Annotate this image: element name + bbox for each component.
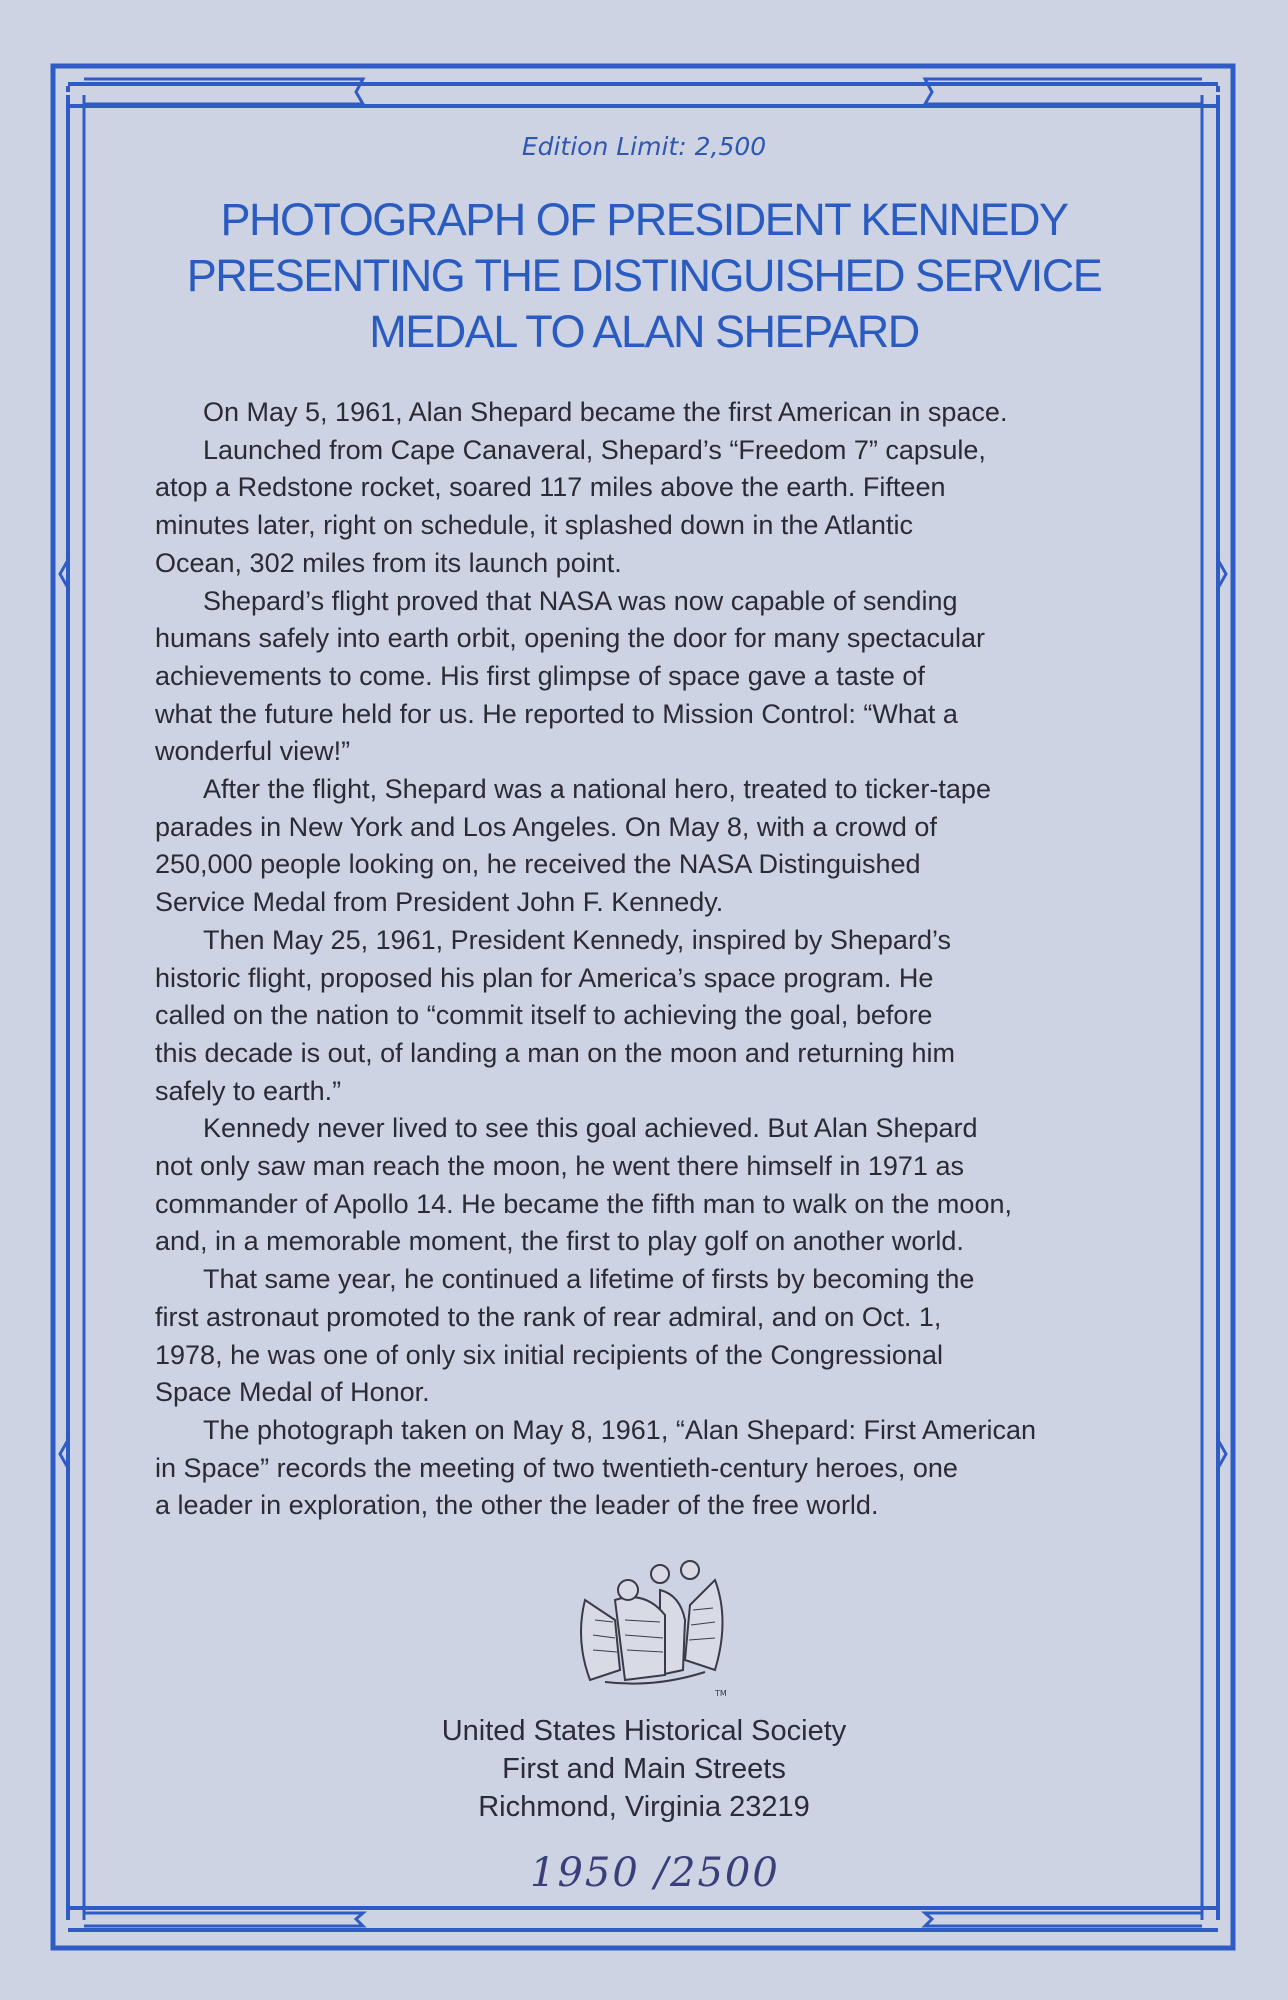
body-text bbox=[155, 394, 1155, 1525]
text-line: Shepard’s flight proved that NASA was now capable of sending bbox=[203, 585, 958, 616]
title-line: MEDAL TO ALAN SHEPARD bbox=[369, 306, 919, 357]
paragraph bbox=[155, 1110, 1155, 1261]
paragraph bbox=[155, 1412, 1155, 1525]
text-line: commander of Apollo 14. He became the fifth man to walk on the moon, bbox=[155, 1188, 1012, 1219]
page-title bbox=[0, 192, 1288, 360]
paragraph bbox=[155, 1261, 1155, 1412]
paragraph bbox=[155, 394, 1155, 432]
text-line: and, in a memorable moment, the first to play golf on another world. bbox=[155, 1226, 964, 1257]
text-line: After the flight, Shepard was a national hero, treated to ticker-tape bbox=[203, 774, 991, 805]
text-line: wonderful view!” bbox=[155, 736, 351, 767]
text-line: The photograph taken on May 8, 1961, “Alan Shepard: First American bbox=[203, 1414, 1036, 1445]
trademark-mark: TM bbox=[715, 1689, 727, 1698]
text-line: minutes later, right on schedule, it splashed down in the Atlantic bbox=[155, 510, 913, 541]
text-line: not only saw man reach the moon, he went there himself in 1971 as bbox=[155, 1151, 964, 1182]
text-line: this decade is out, of landing a man on the moon and returning him bbox=[155, 1037, 956, 1068]
text-line: Ocean, 302 miles from its launch point. bbox=[155, 547, 622, 578]
address-line: First and Main Streets bbox=[502, 1753, 786, 1785]
text-line: historic flight, proposed his plan for America’s space program. He bbox=[155, 962, 934, 993]
text-line: atop a Redstone rocket, soared 117 miles above the earth. Fifteen bbox=[155, 472, 946, 503]
paragraph bbox=[155, 432, 1155, 583]
text-line: parades in New York and Los Angeles. On May 8, with a crowd of bbox=[155, 811, 937, 842]
paragraph bbox=[155, 922, 1155, 1111]
text-line: achievements to come. His first glimpse of space gave a taste of bbox=[155, 660, 925, 691]
paragraph bbox=[155, 583, 1155, 772]
text-line: Kennedy never lived to see this goal achieved. But Alan Shepard bbox=[203, 1113, 978, 1144]
title-line: PRESENTING THE DISTINGUISHED SERVICE bbox=[186, 250, 1102, 301]
text-line: On May 5, 1961, Alan Shepard became the first American in space. bbox=[203, 397, 1008, 427]
text-line: in Space” records the meeting of two twentieth-century heroes, one bbox=[155, 1452, 958, 1483]
text-line: what the future held for us. He reported to Mission Control: “What a bbox=[155, 698, 958, 729]
title-line: PHOTOGRAPH OF PRESIDENT KENNEDY bbox=[220, 194, 1068, 245]
text-line: safely to earth.” bbox=[155, 1075, 342, 1106]
handwritten-edition-number: 1950 /2500 bbox=[530, 1850, 780, 1896]
text-line: 250,000 people looking on, he received the NASA Distinguished bbox=[155, 849, 921, 880]
text-line: That same year, he continued a lifetime of firsts by becoming the bbox=[203, 1264, 975, 1295]
text-line: Service Medal from President John F. Kennedy. bbox=[155, 887, 724, 918]
paragraph bbox=[155, 771, 1155, 922]
text-line: humans safely into earth orbit, opening the door for many spectacular bbox=[155, 623, 985, 654]
edition-limit: Edition Limit: 2,500 bbox=[521, 132, 767, 161]
address-line: Richmond, Virginia 23219 bbox=[478, 1791, 810, 1823]
text-line: a leader in exploration, the other the leader of the free world. bbox=[155, 1490, 879, 1521]
eagle-logo-icon bbox=[565, 1560, 735, 1700]
text-line: Then May 25, 1961, President Kennedy, inspired by Shepard’s bbox=[203, 924, 951, 955]
text-line: 1978, he was one of only six initial recipients of the Congressional bbox=[155, 1339, 943, 1370]
publisher-address bbox=[0, 1712, 1288, 1826]
text-line: called on the nation to “commit itself to achieving the goal, before bbox=[155, 1000, 933, 1031]
address-line: United States Historical Society bbox=[441, 1715, 847, 1747]
text-line: first astronaut promoted to the rank of rear admiral, and on Oct. 1, bbox=[155, 1301, 942, 1332]
text-line: Launched from Cape Canaveral, Shepard’s “Freedom 7” capsule, bbox=[203, 434, 986, 465]
text-line: Space Medal of Honor. bbox=[155, 1377, 430, 1408]
